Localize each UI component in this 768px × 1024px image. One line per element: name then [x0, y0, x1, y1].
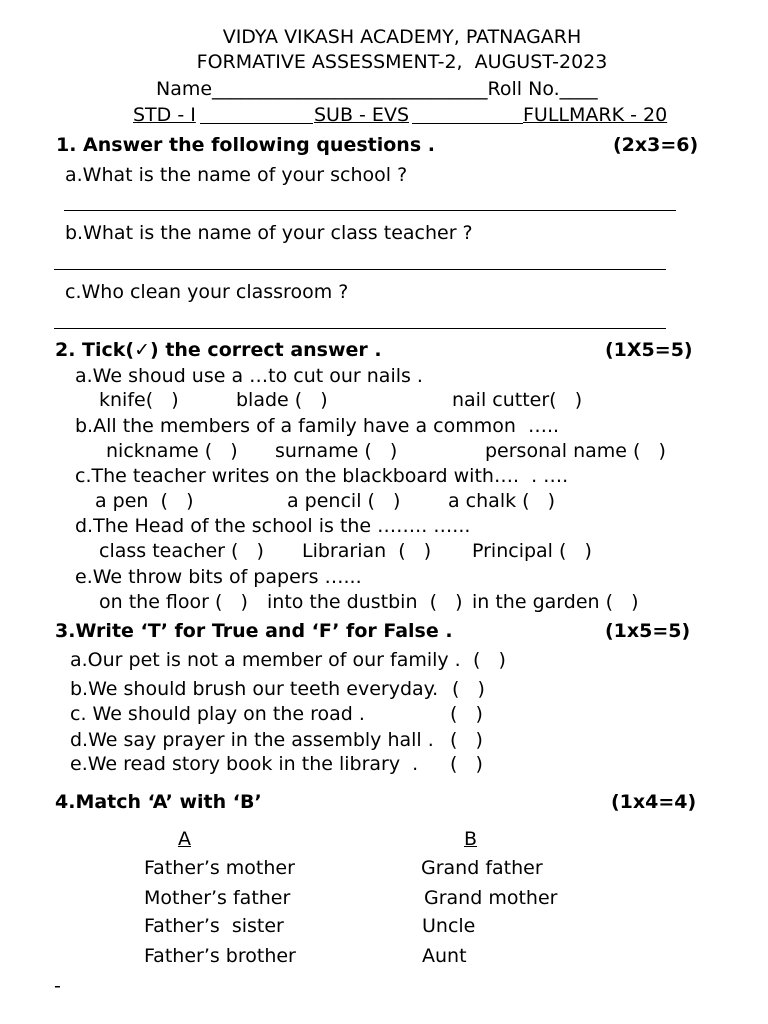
match-b-2: Grand mother — [424, 887, 558, 909]
match-a-3: Father’s sister — [144, 915, 284, 937]
q2-a-option-2: blade ( ) — [236, 389, 328, 411]
q3-box-c: ( ) — [450, 703, 483, 725]
q4-title: 4.Match ‘A’ with ‘B’ — [55, 791, 262, 813]
answer-line-a — [64, 210, 676, 211]
column-b-heading: B — [464, 828, 478, 850]
q2-b-option-3: personal name ( ) — [485, 440, 666, 462]
q2-question-b: b.All the members of a family have a common ….. — [75, 415, 560, 437]
q2-e-option-2: into the dustbin ( ) — [267, 591, 463, 613]
q2-e-option-1: on the floor ( ) — [99, 591, 248, 613]
q3-statement-e: e.We read story book in the library . — [70, 753, 419, 775]
q4-marks: (1x4=4) — [611, 791, 697, 813]
q2-question-e: e.We throw bits of papers …... — [75, 566, 362, 588]
name-roll-line: Name_____________________________Roll No.____ — [156, 78, 598, 100]
answer-line-b — [54, 269, 666, 270]
q2-d-option-1: class teacher ( ) — [99, 540, 264, 562]
match-a-2: Mother’s father — [144, 887, 291, 909]
q2-title: 2. Tick(✓) the correct answer . — [55, 339, 382, 361]
exam-title: FORMATIVE ASSESSMENT-2, AUGUST-2023 — [196, 51, 608, 73]
q2-c-option-1: a pen ( ) — [95, 490, 194, 512]
q2-e-option-3: in the garden ( ) — [472, 591, 639, 613]
q2-d-option-3: Principal ( ) — [472, 540, 592, 562]
q2-c-option-2: a pencil ( ) — [287, 490, 401, 512]
column-a-heading: A — [178, 828, 191, 850]
q2-b-option-2: surname ( ) — [275, 440, 398, 462]
q3-statement-d: d.We say prayer in the assembly hall . — [70, 729, 434, 751]
q1-item-b: b.What is the name of your class teacher ? — [65, 222, 473, 244]
footer-dash: - — [54, 975, 61, 997]
match-a-1: Father’s mother — [144, 857, 295, 879]
q2-marks: (1X5=5) — [605, 339, 693, 361]
q1-marks: (2x3=6) — [613, 134, 699, 156]
q1-item-a: a.What is the name of your school ? — [65, 164, 408, 186]
q2-question-c: c.The teacher writes on the blackboard with…. . …. — [75, 465, 569, 487]
q2-question-a: a.We shoud use a …to cut our nails . — [75, 365, 423, 387]
q1-title: 1. Answer the following questions . — [56, 134, 435, 156]
q3-statement-c: c. We should play on the road . — [70, 703, 365, 725]
q2-b-option-1: nickname ( ) — [106, 440, 238, 462]
fullmark-label: FULLMARK - 20 — [523, 104, 668, 126]
q2-a-option-1: knife( ) — [99, 389, 179, 411]
q2-a-option-3: nail cutter( ) — [452, 389, 583, 411]
q3-statement-b: b.We should brush our teeth everyday. — [70, 678, 439, 700]
school-name: VIDYA VIKASH ACADEMY, PATNAGARH — [222, 26, 582, 48]
q1-item-c: c.Who clean your classroom ? — [65, 281, 349, 303]
match-a-4: Father’s brother — [144, 945, 296, 967]
q3-box-b: ( ) — [452, 678, 485, 700]
match-b-3: Uncle — [422, 915, 476, 937]
answer-line-c — [54, 328, 666, 329]
q3-box-d: ( ) — [450, 729, 483, 751]
q3-title: 3.Write ‘T’ for True and ‘F’ for False . — [55, 620, 453, 642]
subject-label: SUB - EVS — [314, 104, 409, 126]
q2-d-option-2: Librarian ( ) — [302, 540, 432, 562]
q3-statement-a: a.Our pet is not a member of our family . — [70, 649, 461, 671]
q2-question-d: d.The Head of the school is the …….. …... — [75, 515, 471, 537]
header-underline-1 — [200, 123, 313, 124]
q3-box-a: ( ) — [473, 649, 506, 671]
header-underline-2 — [412, 123, 523, 124]
match-b-1: Grand father — [421, 857, 543, 879]
std-label: STD - I — [133, 104, 196, 126]
q3-marks: (1x5=5) — [605, 620, 691, 642]
q2-c-option-3: a chalk ( ) — [448, 490, 556, 512]
q3-box-e: ( ) — [450, 753, 483, 775]
match-b-4: Aunt — [422, 945, 467, 967]
